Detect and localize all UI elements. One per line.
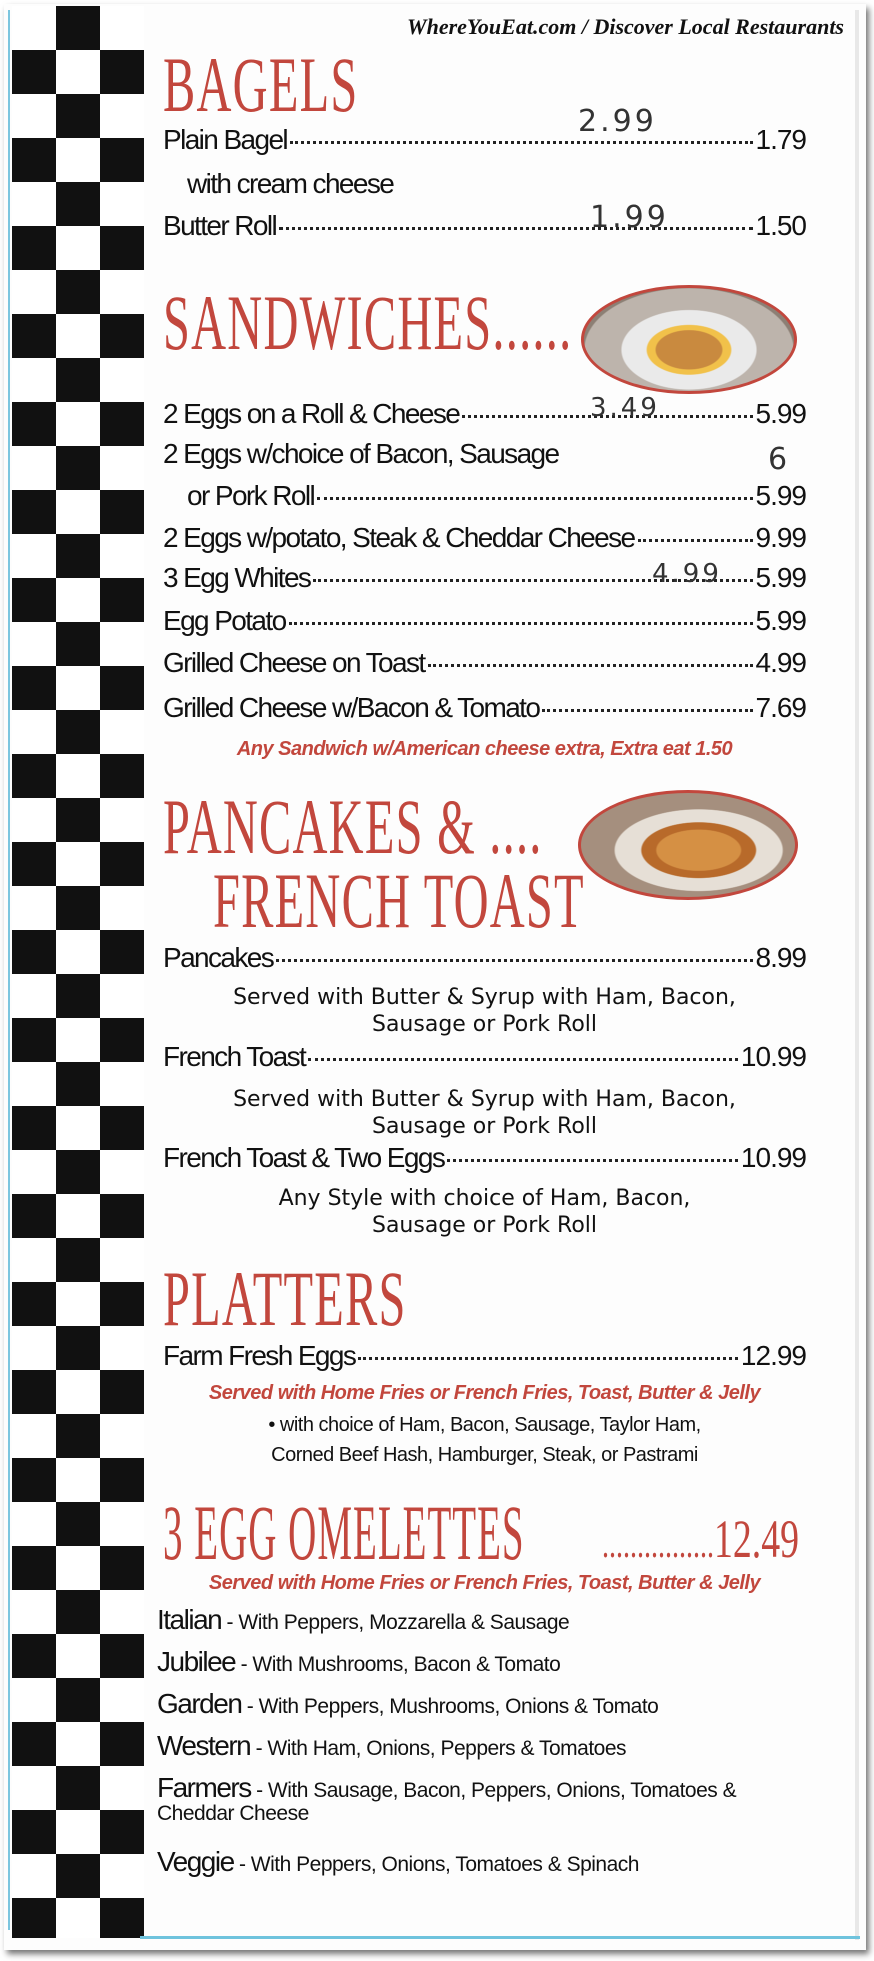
omelette-name: Garden xyxy=(157,1688,242,1719)
item-price: 9.99 xyxy=(755,522,806,553)
desc-line: Served with Butter & Syrup with Ham, Bacon, xyxy=(233,1087,736,1112)
item-price: 5.99 xyxy=(755,605,806,636)
menu-item xyxy=(163,605,806,637)
item-name: 2 Eggs on a Roll & Cheese xyxy=(163,398,460,429)
item-name: 2 Eggs w/choice of Bacon, Sausage xyxy=(163,438,559,469)
omelettes-heading: 3 EGG OMELETTES xyxy=(163,1489,525,1576)
item-price: 1.50 xyxy=(755,210,806,241)
menu-item xyxy=(163,1142,806,1174)
desc-line: Sausage or Pork Roll xyxy=(371,1114,598,1139)
omelette-desc: - With Peppers, Mozzarella & Sausage xyxy=(221,1611,570,1634)
dot-leader xyxy=(447,1159,738,1162)
item-name: Farm Fresh Eggs xyxy=(163,1340,356,1371)
sandwich-note: Any Sandwich w/American cheese extra, Extra eat 1.50 xyxy=(236,738,733,760)
omelettes-note: Served with Home Fries or French Fries, Toast, Butter & Jelly xyxy=(208,1572,761,1594)
item-name: 3 Egg Whites xyxy=(163,562,311,593)
omelette-desc: - With Peppers, Onions, Tomatoes & Spinach xyxy=(233,1853,639,1876)
item-name: or Pork Roll xyxy=(187,480,315,511)
dot-leader: ................ xyxy=(602,1521,714,1566)
item-price: 10.99 xyxy=(740,1041,806,1072)
omelette-item xyxy=(157,1646,560,1678)
dot-leader xyxy=(276,959,752,962)
desc-line: Served with Butter & Syrup with Ham, Bacon, xyxy=(233,985,736,1010)
omelette-name: Farmers xyxy=(157,1772,251,1803)
dot-leader xyxy=(279,227,752,230)
platters-note: Served with Home Fries or French Fries, Toast, Butter & Jelly xyxy=(208,1382,761,1404)
menu-item xyxy=(163,942,806,974)
item-desc xyxy=(163,1185,806,1239)
omelette-item xyxy=(157,1772,736,1826)
menu-item xyxy=(163,522,806,554)
item-price: 8.99 xyxy=(755,942,806,973)
menu-item xyxy=(163,1340,806,1372)
item-name: French Toast xyxy=(163,1041,306,1072)
omelette-desc: - With Mushrooms, Bacon & Tomato xyxy=(235,1653,561,1676)
omelette-item xyxy=(157,1730,626,1762)
item-price: 12.99 xyxy=(740,1340,806,1371)
omelette-item xyxy=(157,1604,569,1636)
choice-line: • with choice of Ham, Bacon, Sausage, Taylor Ham, xyxy=(268,1414,701,1436)
dot-leader xyxy=(317,497,752,500)
bagels-heading: BAGELS xyxy=(163,41,359,128)
platters-heading: PLATTERS xyxy=(163,1255,407,1342)
menu-item xyxy=(163,692,806,724)
omelette-name: Italian xyxy=(157,1604,222,1635)
item-name: Butter Roll xyxy=(163,210,277,241)
item-name: Grilled Cheese on Toast xyxy=(163,647,425,678)
dot-leader xyxy=(638,539,753,542)
item-price: 1.79 xyxy=(755,124,806,155)
item-name: Egg Potato xyxy=(163,605,286,636)
menu-item xyxy=(163,124,806,156)
omelette-desc: - With Sausage, Bacon, Peppers, Onions, Tomatoes & xyxy=(250,1779,737,1802)
item-price: 4.99 xyxy=(755,647,806,678)
item-price: 5.99 xyxy=(755,398,806,429)
handwritten-price: 1.99 xyxy=(590,200,669,235)
checkered-border xyxy=(12,6,144,1938)
sandwiches-heading: SANDWICHES...... xyxy=(163,279,573,366)
item-name: Plain Bagel xyxy=(163,124,288,155)
item-price: 7.69 xyxy=(755,692,806,723)
pancakes-heading: PANCAKES & .... xyxy=(163,783,543,870)
menu-item xyxy=(163,1041,806,1073)
omelette-name: Jubilee xyxy=(157,1646,236,1677)
dot-leader xyxy=(428,664,753,667)
pancakes-photo xyxy=(578,790,798,900)
omelette-item xyxy=(157,1688,658,1720)
sandwich-photo xyxy=(581,285,797,394)
left-edge-line xyxy=(8,10,10,1930)
right-edge xyxy=(855,10,859,1940)
omelette-name: Western xyxy=(157,1730,251,1761)
item-name: French Toast & Two Eggs xyxy=(163,1142,445,1173)
item-price: 5.99 xyxy=(755,562,806,593)
choice-line: Corned Beef Hash, Hamburger, Steak, or Pastrami xyxy=(271,1444,698,1466)
omelette-item xyxy=(157,1846,639,1878)
dot-leader xyxy=(358,1357,738,1360)
watermark: WhereYouEat.com / Discover Local Restaurants xyxy=(407,14,844,39)
bottom-line xyxy=(140,1936,860,1939)
omelette-desc: - With Peppers, Mushrooms, Onions & Tomato xyxy=(241,1695,659,1718)
handwritten-price: 2.99 xyxy=(578,104,657,139)
desc-line: Sausage or Pork Roll xyxy=(371,1012,598,1037)
omelette-desc: - With Ham, Onions, Peppers & Tomatoes xyxy=(250,1737,627,1760)
item-sub: with cream cheese xyxy=(187,168,394,199)
item-desc xyxy=(163,1086,806,1140)
omelette-name: Veggie xyxy=(157,1846,234,1877)
desc-line: Sausage or Pork Roll xyxy=(371,1213,598,1238)
item-name: Grilled Cheese w/Bacon & Tomato xyxy=(163,692,540,723)
price: 12.49 xyxy=(714,1509,800,1569)
item-name: Pancakes xyxy=(163,942,274,973)
handwritten-price: 3.49 xyxy=(590,393,660,423)
french-toast-heading: FRENCH TOAST xyxy=(213,857,585,944)
handwritten-price: 4.99 xyxy=(652,559,722,589)
menu-item xyxy=(163,210,806,242)
item-price: 10.99 xyxy=(740,1142,806,1173)
menu-item xyxy=(163,480,806,512)
omelette-desc-cont: Cheddar Cheese xyxy=(157,1802,309,1825)
desc-line: Any Style with choice of Ham, Bacon, xyxy=(278,1186,691,1211)
menu-item xyxy=(163,438,806,470)
dot-leader xyxy=(290,141,752,144)
menu-item xyxy=(163,647,806,679)
item-desc xyxy=(163,984,806,1038)
item-price: 5.99 xyxy=(755,480,806,511)
handwritten-price: 6 xyxy=(768,442,791,477)
platters-choices xyxy=(163,1410,806,1470)
item-name: 2 Eggs w/potato, Steak & Cheddar Cheese xyxy=(163,522,635,553)
dot-leader xyxy=(542,709,752,712)
dot-leader xyxy=(308,1058,738,1061)
menu-item xyxy=(163,398,806,430)
dot-leader xyxy=(289,622,753,625)
omelettes-price xyxy=(602,1509,800,1571)
